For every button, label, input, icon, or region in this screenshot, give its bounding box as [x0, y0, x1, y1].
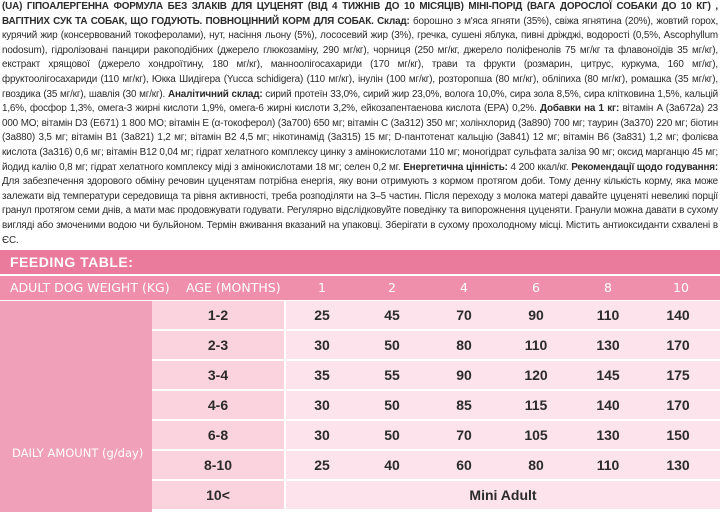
- amount-cell: 115: [524, 397, 548, 413]
- table-row: [152, 421, 720, 450]
- additives-text: вітамін A (3a672a) 23 000 МО; вітамін D3 (E671) 1 800 МО; вітамін E (α-токоферол) (3a700) 650 мг; вітамін C (3a312) 350 мг; холінхлорид (3a890) 700 мг; таурин (3a370) 220 мг; біотин (3a880) 3,5 мг; вітамін B1 (3a821) 1,2 мг; вітамін B2 4,5 мг; нікотинамід (3a315) 15 мг; D-пантотенат кальцію (3a841) 12 мг; вітамін B6 (3a831) 1,2 мг; фолієва кислота (3a316) 0,6 мг; вітамін B12 0,04 мг; гідрат хелатного комплексу цинку з амінокислотами 110 мг; моногідрат сульфата заліза 90 мг; оксид марганцю 45 мг; йодид калію 0,8 мг; гідрат хелатного комплексу міді з амінокислотами 18 мг; селен 0,2 мг.: [2, 103, 719, 173]
- amount-cell: 150: [666, 427, 690, 443]
- adult-weight-header: ADULT DOG WEIGHT (KG): [10, 280, 170, 295]
- analysis-label: Аналітичний склад:: [167, 88, 263, 100]
- amount-cell: 30: [314, 337, 330, 353]
- analysis-text: сирий протеїн 33,0%, сирий жир 23,0%, волога 10,0%, сира зола 8,5%, сира клітковина 1,5%, кальцій 1,6%, фосфор 1,3%, омега-3 жирні кислоти 1,9%, омега-6 жирні кислоти 3,2%, ейкозапентаенова кислота (EPA) 0,2%.: [2, 88, 718, 115]
- amount-cell: 35: [314, 367, 330, 383]
- month-header: 8: [604, 280, 612, 295]
- table-row: [152, 391, 720, 420]
- table-row: [152, 301, 720, 330]
- amount-cell: 80: [456, 337, 472, 353]
- amount-cell: 50: [384, 337, 400, 353]
- amount-cell: 175: [666, 367, 690, 383]
- amount-cell: 110: [524, 337, 548, 353]
- feeding-recommendation-text: Для забезпечення здорового обміну речовин цуценятам потрібна енергія, яку вони отримують з кормом протягом доби. Тому денну кількість корму, яка може залежати від температури середовища та рівня активності, треба розподіляти на 3–5 частин. Після переходу з молока матері давайте цуценяті невеликі порції гранул протягом семи днів, а мати має продовжувати годувати. Регулярно відслідковуйте поведінку та випорожнення цуценяти. Гранули можна давати в сухому вигляді або змоченими водою чи бульйоном. Термін вживання вказаний на упаковці. Зберігати в сухому прохолодному місці. Містить антиоксиданти схвалені в ЄС.: [2, 176, 718, 246]
- feeding-recommendation-label: Рекомендації щодо годування:: [571, 161, 719, 173]
- amount-cell: 55: [384, 367, 400, 383]
- composition-text: борошно з м'яса ягняти (35%), свіжа ягнятина (20%), жовтий горох, курячий жир (консервований токоферолами), нут, насіння льону (5%), лососевий жир (3%), гречка, сушені яблука, пивні дріжджі, водорості (0,5%, Ascophyllum nodosum), гідролізовані панцири ракоподібних (джерело глюкозаміну, 290 мг/кг), чорниця (250 мг/кг, джерело поліфенолів 75 мг/кг та флавоноїдів 35 мг/кг), екстракт хрящової (джерело хондроїтину, 180 мг/кг), манноолігосахариди (170 мг/кг), трави та фрукти (розмарин, цитрус, куркума, 160 мг/кг), фруктоолігосахариди (110 мг/кг), Юкка Шидігера (Yucca schidigera) (110 мг/кг), інулін (100 мг/кг), розторопша (80 мг/кг), обліпиха (80 мг/кг), ромашка (35 мг/кг), гвоздика (35 мг/кг), шавлія (30 мг/кг).: [2, 15, 719, 100]
- amount-cell: 70: [456, 427, 472, 443]
- month-header: 6: [532, 280, 540, 295]
- energy-text: 4 200 ккал/кг.: [510, 161, 569, 173]
- amount-cell: 70: [456, 307, 472, 323]
- amount-cell: 25: [314, 457, 330, 473]
- weight-cell: 4-6: [152, 391, 286, 419]
- table-row: [152, 451, 720, 480]
- amount-cell: 80: [528, 457, 544, 473]
- table-row: [152, 361, 720, 390]
- amount-cell: 60: [456, 457, 472, 473]
- weight-cell: 3-4: [152, 361, 286, 389]
- weight-cell: 2-3: [152, 331, 286, 359]
- product-description: (UA) ГІПОАЛЕРГЕННА ФОРМУЛА БЕЗ ЗЛАКІВ ДЛЯ ЦУЦЕНЯТ (ВІД 4 ТИЖНІВ ДО 10 МІСЯЦІВ) МІНІ-ПОРІД (ВАГА ДОРОСЛОЇ СОБАКИ ДО 10 КГ) , ВАГІТНИХ СУК ТА СОБАК, ЩО ГОДУЮТЬ. ПОВНОЦІННИЙ КОРМ ДЛЯ СОБАК.: [2, 1, 718, 27]
- month-header: 1: [318, 280, 326, 295]
- amount-cell: 110: [596, 457, 620, 473]
- amount-cell: 90: [528, 307, 544, 323]
- month-header: 4: [460, 280, 468, 295]
- amount-cell: 110: [596, 307, 620, 323]
- additives-label: Добавки на 1 кг:: [539, 103, 620, 115]
- table-row: [152, 331, 720, 360]
- amount-cell: 50: [384, 427, 400, 443]
- amount-cell: 140: [596, 397, 620, 413]
- amount-cell: 140: [666, 307, 690, 323]
- composition-label: Склад:: [377, 15, 410, 27]
- amount-cell: 25: [314, 307, 330, 323]
- amount-cell: 130: [596, 337, 620, 353]
- daily-amount-band: [0, 301, 152, 512]
- amount-cell: 105: [524, 427, 548, 443]
- mini-adult-cell: Mini Adult: [286, 481, 720, 509]
- energy-label: Енергетична цінність:: [403, 161, 508, 173]
- daily-amount-label: DAILY AMOUNT (g/day): [12, 446, 144, 460]
- amount-cell: 90: [456, 367, 472, 383]
- month-header: 10: [673, 280, 689, 295]
- weight-cell: 8-10: [152, 451, 286, 479]
- amount-cell: 145: [596, 367, 620, 383]
- amount-cell: 50: [384, 397, 400, 413]
- feeding-table: [0, 250, 720, 512]
- feeding-table-title: FEEDING TABLE:: [0, 250, 720, 274]
- amount-cell: 30: [314, 427, 330, 443]
- feeding-table-header: [0, 276, 720, 300]
- weight-cell: 10<: [152, 481, 286, 509]
- ingredients-text: [2, 0, 718, 248]
- month-header: 2: [388, 280, 396, 295]
- age-months-header: AGE (MONTHS): [186, 280, 281, 295]
- amount-cell: 130: [596, 427, 620, 443]
- amount-cell: 45: [384, 307, 400, 323]
- weight-cell: 1-2: [152, 301, 286, 329]
- amount-cell: 40: [384, 457, 400, 473]
- amount-cell: 30: [314, 397, 330, 413]
- amount-cell: 170: [666, 337, 690, 353]
- amount-cell: 120: [524, 367, 548, 383]
- amount-cell: 170: [666, 397, 690, 413]
- table-row: [152, 481, 720, 510]
- amount-cell: 85: [456, 397, 472, 413]
- amount-cell: 130: [666, 457, 690, 473]
- weight-cell: 6-8: [152, 421, 286, 449]
